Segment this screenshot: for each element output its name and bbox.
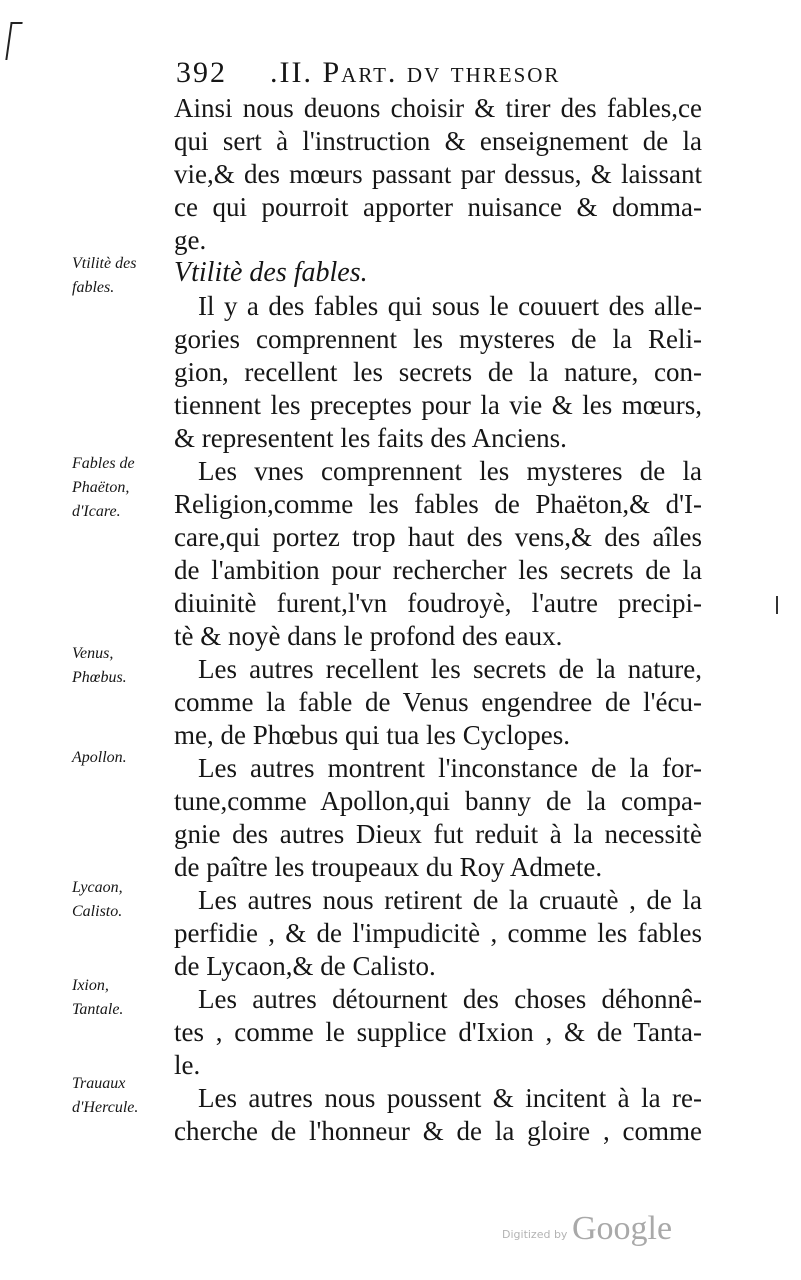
text-line: perfidie , & de l'impudicitè , comme les fables: [174, 918, 702, 948]
margin-note: Calisto.: [72, 903, 123, 920]
text-line: de l'ambition pour rechercher les secrets de la: [174, 555, 702, 585]
text-line: care,qui portez trop haut des vens,& des aîles: [174, 522, 702, 552]
text-line: tune,comme Apollon,qui banny de la compa-: [174, 786, 702, 816]
text-line: Religion,comme les fables de Phaëton,& d'I-: [174, 489, 702, 519]
text-line: me, de Phœbus qui tua les Cyclopes.: [174, 720, 570, 750]
text-line: & representent les faits des Anciens.: [174, 423, 567, 453]
text-line: Les autres nous poussent & incitent à la re-: [198, 1083, 702, 1113]
google-logo: Google: [572, 1210, 673, 1247]
text-line: Les autres recellent les secrets de la nature,: [198, 654, 702, 684]
margin-note: Lycaon,: [72, 879, 123, 896]
digitized-watermark: [500, 1210, 673, 1254]
text-line: Il y a des fables qui sous le couuert des alle-: [198, 291, 702, 321]
section-heading: Vtilitè des fables.: [174, 257, 368, 288]
watermark-caption: Digitized by: [502, 1228, 568, 1241]
text-line: ce qui pourroit apporter nuisance & domma-: [174, 192, 702, 222]
text-line: comme la fable de Venus engendree de l'écu-: [174, 687, 702, 717]
text-line: Ainsi nous deuons choisir & tirer des fables,ce: [174, 93, 702, 123]
margin-note: Fables de: [72, 455, 135, 472]
running-head: [176, 56, 696, 94]
edge-tick: [776, 596, 778, 614]
margin-note: d'Icare.: [72, 503, 121, 520]
text-line: gion, recellent les secrets de la nature, con-: [174, 357, 702, 387]
margin-note: Ixion,: [72, 977, 109, 994]
running-head-title: .II. Part. dv thresor: [270, 56, 561, 89]
text-line: tes , comme le supplice d'Ixion , & de Tanta-: [174, 1017, 702, 1047]
margin-note: fables.: [72, 279, 115, 296]
text-line: Les vnes comprennent les mysteres de la: [198, 456, 702, 486]
corner-mark: [5, 22, 22, 60]
text-line: de Lycaon,& de Calisto.: [174, 951, 436, 981]
text-line: tiennent les preceptes pour la vie & les mœurs,: [174, 390, 702, 420]
margin-note: Apollon.: [72, 749, 127, 766]
text-line: tè & noyè dans le profond des eaux.: [174, 621, 563, 651]
text-line: cherche de l'honneur & de la gloire , comme: [174, 1116, 702, 1146]
text-line: Les autres détournent des choses déhonnê-: [198, 984, 702, 1014]
margin-note: Phœbus.: [72, 669, 127, 686]
margin-note: d'Hercule.: [72, 1099, 139, 1116]
text-line: gories comprennent les mysteres de la Reli-: [174, 324, 702, 354]
text-line: ge.: [174, 225, 207, 255]
text-line: de paître les troupeaux du Roy Admete.: [174, 852, 603, 882]
page-number: 392: [176, 56, 227, 89]
margin-note: Vtilitè des: [72, 255, 137, 272]
text-line: le.: [174, 1050, 201, 1080]
text-line: diuinitè furent,l'vn foudroyè, l'autre precipi-: [174, 588, 702, 618]
margin-note: Trauaux: [72, 1075, 126, 1092]
margin-note: Venus,: [72, 645, 114, 662]
margin-note: Tantale.: [72, 1001, 124, 1018]
text-line: vie,& des mœurs passant par dessus, & laissant: [174, 159, 702, 189]
text-line: gnie des autres Dieux fut reduit à la necessitè: [174, 819, 702, 849]
text-line: Les autres nous retirent de la cruautè , de la: [198, 885, 702, 915]
text-line: Les autres montrent l'inconstance de la for-: [198, 753, 702, 783]
margin-note: Phaëton,: [72, 479, 130, 496]
text-line: qui sert à l'instruction & enseignement de la: [174, 126, 702, 156]
